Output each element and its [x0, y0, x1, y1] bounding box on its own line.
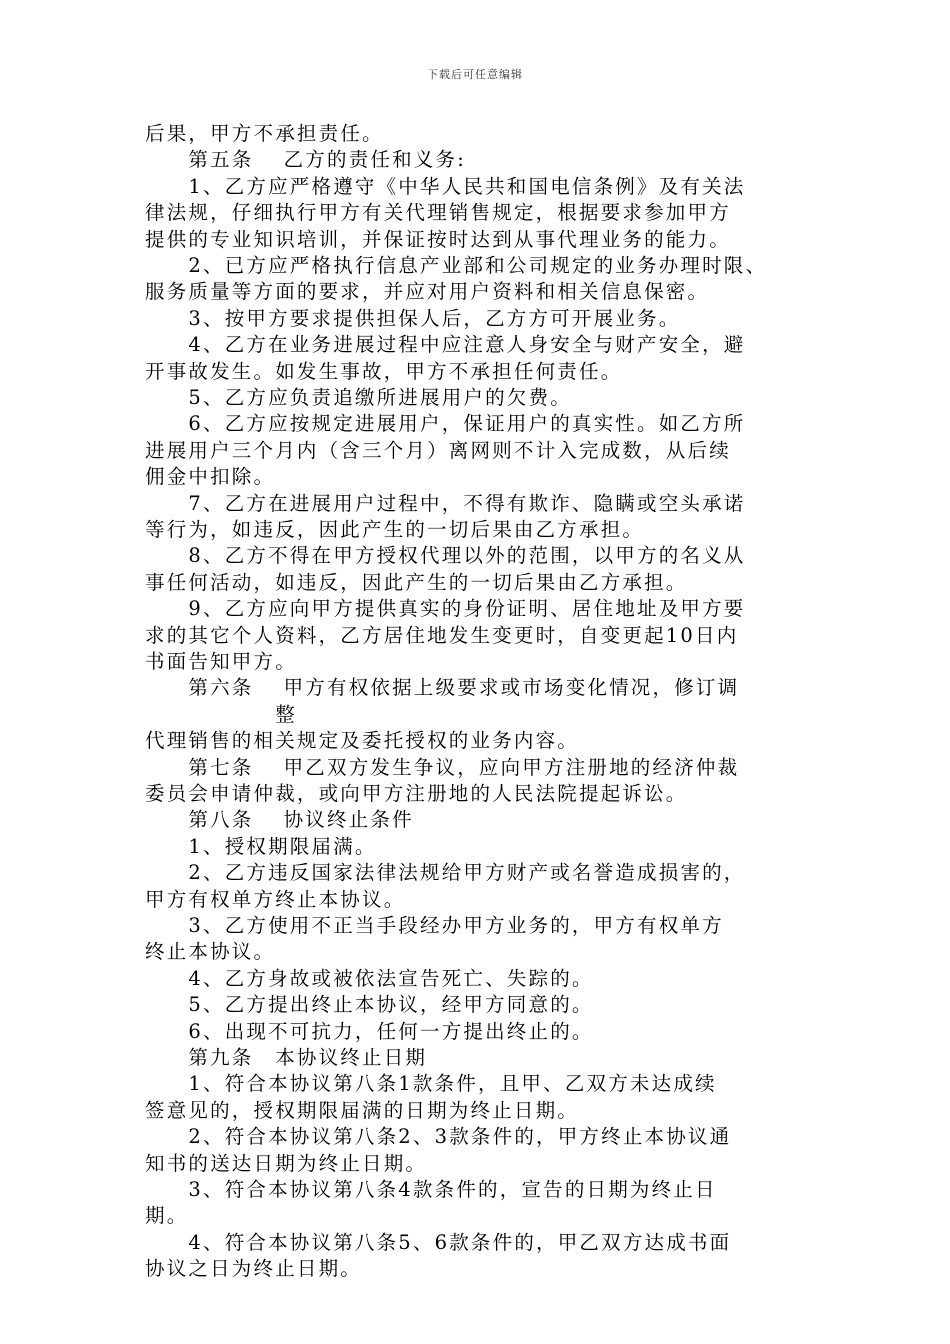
- text-line: 第五条 乙方的责任和义务:: [145, 148, 466, 172]
- text-line: 3、符合本协议第八条4款条件的，宣告的日期为终止日: [145, 1178, 717, 1201]
- text-line: 等行为，如违反，因此产生的一切后果由乙方承担。: [145, 518, 645, 541]
- text-line: 代理销售的相关规定及委托授权的业务内容。: [145, 729, 580, 753]
- text-line: 终止本协议。: [145, 940, 276, 964]
- text-line: 2、符合本协议第八条2、3款条件的，甲方终止本协议通: [145, 1125, 732, 1149]
- text-line: 服务质量等方面的要求，并应对用户资料和相关信息保密。: [145, 280, 710, 304]
- text-line: 第九条 本协议终止日期: [145, 1046, 428, 1069]
- text-line: 佣金中扣除。: [145, 465, 276, 489]
- text-line: 求的其它个人资料，乙方居住地发生变更时，自变更起10日内: [145, 623, 739, 647]
- text-line: 7、乙方在进展用户过程中，不得有欺诈、隐瞒或空头承诺: [145, 491, 746, 515]
- text-line: 3、按甲方要求提供担保人后，乙方方可开展业务。: [145, 306, 681, 330]
- text-line: 第七条 甲乙双方发生争议，应向甲方注册地的经济仲裁: [145, 755, 740, 779]
- text-line: 6、乙方应按规定进展用户，保证用户的真实性。如乙方所: [145, 412, 746, 436]
- text-line: 5、乙方提出终止本协议，经甲方同意的。: [145, 993, 594, 1017]
- text-line: 4、符合本协议第八条5、6款条件的，甲乙双方达成书面: [145, 1230, 732, 1254]
- text-line: 3、乙方使用不正当手段经办甲方业务的，甲方有权单方: [145, 914, 724, 937]
- text-line: 8、乙方不得在甲方授权代理以外的范围，以甲方的名义从: [145, 544, 746, 568]
- text-line: 5、乙方应负责追缴所进展用户的欠费。: [145, 386, 572, 409]
- text-line: 整: [145, 702, 297, 726]
- text-line: 9、乙方应向甲方提供真实的身份证明、居住地址及甲方要: [145, 597, 746, 621]
- text-line: 第八条 协议终止条件: [145, 808, 414, 832]
- text-line: 1、乙方应严格遵守《中华人民共和国电信条例》及有关法: [145, 174, 746, 198]
- text-line: 开事故发生。如发生事故，甲方不承担任何责任。: [145, 359, 623, 383]
- text-line: 书面告知甲方。: [145, 650, 297, 673]
- text-line: 进展用户三个月内（含三个月）离网则不计入完成数，从后续: [145, 438, 731, 462]
- text-line: 提供的专业知识培训，并保证按时达到从事代理业务的能力。: [145, 227, 731, 251]
- text-line: 甲方有权单方终止本协议。: [145, 887, 406, 911]
- text-line: 1、授权期限届满。: [145, 834, 377, 858]
- text-line: 期。: [145, 1204, 189, 1228]
- text-line: 知书的送达日期为终止日期。: [145, 1151, 428, 1175]
- text-line: 签意见的，授权期限届满的日期为终止日期。: [145, 1098, 580, 1122]
- text-line: 律法规，仔细执行甲方有关代理销售规定，根据要求参加甲方: [145, 201, 731, 225]
- page-header: 下载后可任意编辑: [427, 68, 523, 81]
- text-line: 1、符合本协议第八条1款条件，且甲、乙双方未达成续: [145, 1072, 717, 1096]
- text-line: 后果，甲方不承担责任。: [145, 122, 384, 145]
- text-line: 2、已方应严格执行信息产业部和公司规定的业务办理时限、: [145, 254, 768, 277]
- text-line: 第六条 甲方有权依据上级要求或市场变化情况，修订调: [145, 676, 740, 700]
- text-line: 6、出现不可抗力，任何一方提出终止的。: [145, 1019, 594, 1043]
- text-line: 委员会申请仲裁，或向甲方注册地的人民法院提起诉讼。: [145, 782, 688, 805]
- text-line: 4、乙方在业务进展过程中应注意人身安全与财产安全，避: [145, 333, 746, 357]
- text-line: 2、乙方违反国家法律法规给甲方财产或名誉造成损害的，: [145, 861, 746, 885]
- text-line: 事任何活动，如违反，因此产生的一切后果由乙方承担。: [145, 570, 688, 594]
- text-line: 4、乙方身故或被依法宣告死亡、失踪的。: [145, 966, 594, 990]
- text-line: 协议之日为终止日期。: [145, 1257, 363, 1281]
